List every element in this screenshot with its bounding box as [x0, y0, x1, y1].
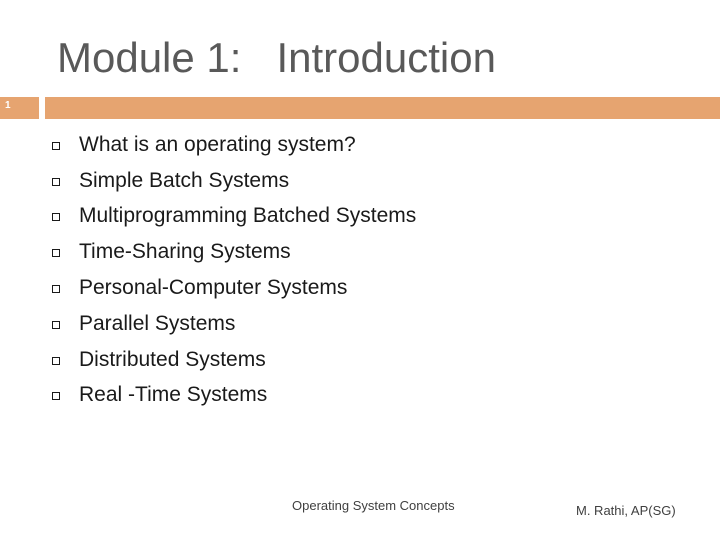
hollow-square-bullet-icon: [52, 321, 60, 329]
bullet-text: Distributed Systems: [79, 347, 266, 371]
bullet-item: [52, 306, 416, 342]
hollow-square-bullet-icon: [52, 285, 60, 293]
bullet-item: [52, 270, 416, 306]
hollow-square-bullet-icon: [52, 213, 60, 221]
bullet-text: Real -Time Systems: [79, 383, 268, 407]
hollow-square-bullet-icon: [52, 357, 60, 365]
title-accent-bar: [45, 97, 720, 119]
bullet-text: Parallel Systems: [79, 311, 236, 335]
hollow-square-bullet-icon: [52, 392, 60, 400]
hollow-square-bullet-icon: [52, 178, 60, 186]
hollow-square-bullet-icon: [52, 249, 60, 257]
slide-number: 1: [5, 100, 11, 111]
bullet-item: [52, 342, 416, 378]
bullet-text: Personal-Computer Systems: [79, 276, 348, 300]
footer-course-title: Operating System Concepts: [292, 498, 455, 513]
bullet-item: [52, 234, 416, 270]
bullet-text: Multiprogramming Batched Systems: [79, 204, 417, 228]
bullet-item: [52, 163, 416, 199]
bullet-item: [52, 378, 416, 414]
bullet-list: [52, 127, 416, 413]
slide-title: Module 1: Introduction: [57, 34, 496, 81]
bullet-text: What is an operating system?: [79, 132, 356, 156]
bullet-text: Time-Sharing Systems: [79, 240, 291, 264]
bullet-item: [52, 127, 416, 163]
bullet-item: [52, 199, 416, 235]
bullet-text: Simple Batch Systems: [79, 168, 290, 192]
slide-number-badge: [0, 97, 39, 119]
hollow-square-bullet-icon: [52, 142, 60, 150]
footer-author: M. Rathi, AP(SG): [576, 503, 676, 518]
